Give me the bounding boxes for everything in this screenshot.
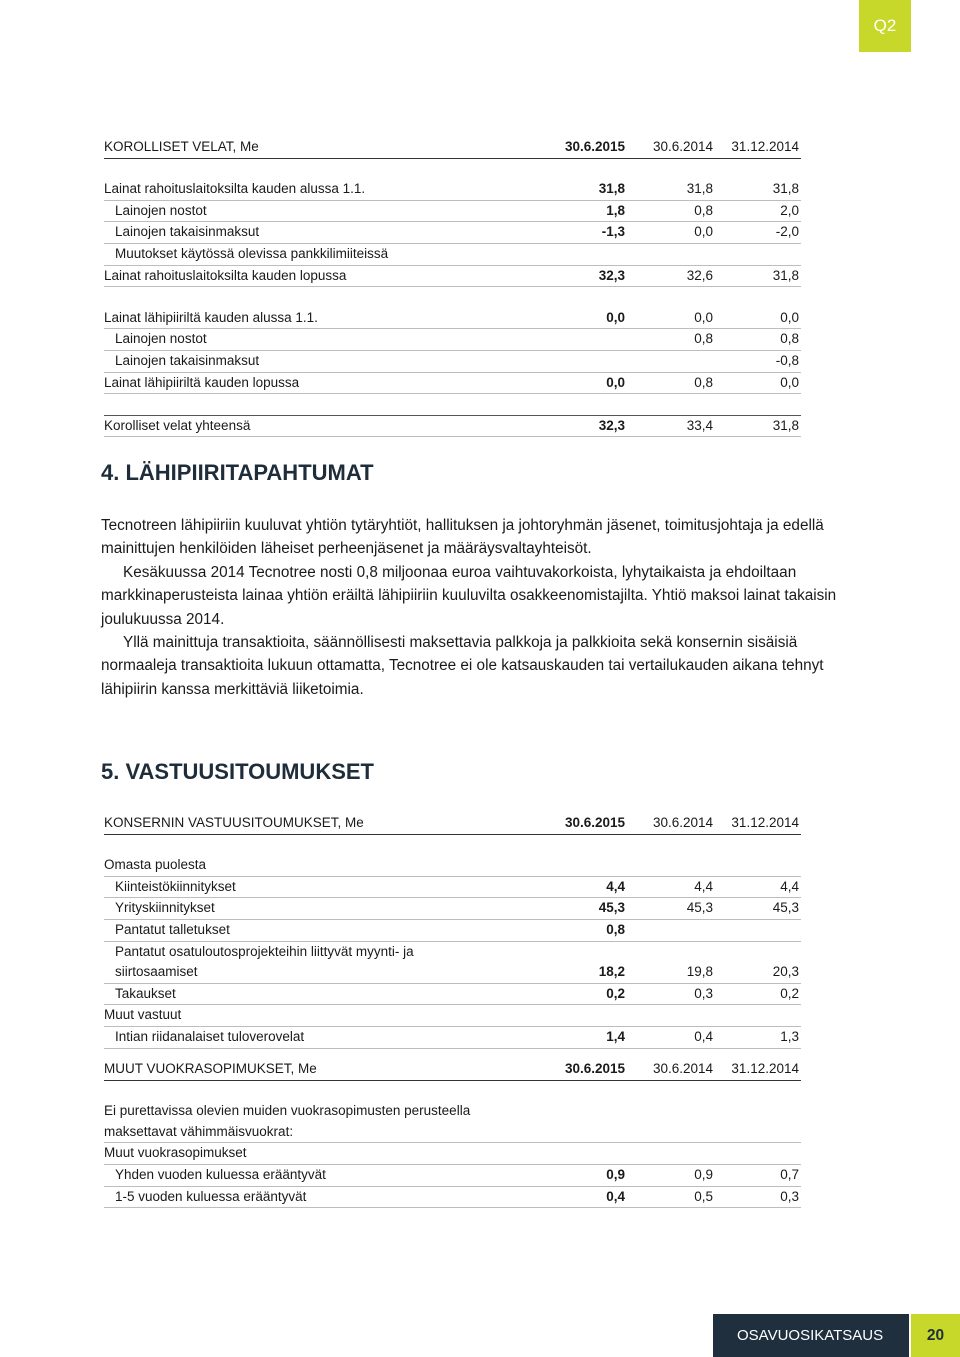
cell: 31,8 (772, 267, 799, 283)
row-label: Yrityskiinnitykset (115, 900, 215, 916)
row-label: Lainojen takaisinmaksut (115, 352, 260, 368)
commitments-table (104, 813, 801, 1049)
quarter-tab: Q2 (859, 0, 911, 52)
table-row (104, 373, 801, 395)
header-col-1: 30.6.2015 (564, 815, 625, 830)
table-row (104, 201, 801, 223)
table-header (104, 137, 801, 159)
row-label: siirtosaamiset (115, 964, 198, 980)
header-col-1: 30.6.2015 (564, 139, 625, 154)
paragraph: Yllä mainittuja transaktioita, säännöllisesti maksettavia palkkoja ja palkkioita sekä konsernin sisäisiä normaaleja transaktioita lukuun ottamatta, Tecnotree ei ole katsauskauden tai vertailukauden aikana tehnyt lähipiirin kanssa merkittäviä liiketoimia. (101, 634, 824, 698)
row-label: Lainat lähipiiriltä kauden alussa 1.1. (104, 309, 318, 325)
table-row (104, 308, 801, 330)
cell: 0,3 (694, 985, 713, 1001)
page-number: 20 (911, 1314, 960, 1357)
cell: 1,3 (780, 1028, 799, 1044)
paragraph: Tecnotreen lähipiiriin kuuluvat yhtiön tytäryhtiöt, hallituksen ja johtoryhmän jäsenet, toimitusjohtaja ja edellä mainittujen henkilöiden läheiset perheenjäsenet ja määräysvaltayhteisöt. (101, 517, 824, 558)
cell: 0,0 (780, 374, 799, 390)
cell: 4,4 (780, 878, 799, 894)
row-label: Lainat rahoituslaitoksilta kauden alussa 1.1. (104, 181, 366, 197)
row-label: Muutokset käytössä olevissa pankkilimiiteissä (115, 245, 389, 261)
cell: 0,2 (606, 985, 625, 1001)
header-label: KOROLLISET VELAT, Me (104, 139, 259, 154)
cell: 45,3 (598, 900, 625, 916)
table-row (104, 855, 801, 877)
cell: -1,3 (601, 224, 625, 240)
cell: 4,4 (694, 878, 713, 894)
table-row (104, 351, 801, 373)
row-label: Lainojen nostot (115, 202, 207, 218)
header-col-3: 31.12.2014 (731, 815, 799, 830)
cell: 20,3 (772, 964, 799, 980)
cell: 0,4 (606, 1188, 625, 1204)
row-label: Omasta puolesta (104, 857, 207, 873)
row-label: Kiinteistökiinnitykset (115, 878, 236, 894)
row-label: Lainojen nostot (115, 331, 207, 347)
total-row (104, 415, 801, 438)
cell: 0,8 (694, 202, 713, 218)
cell: 4,4 (606, 878, 625, 894)
table-row (104, 984, 801, 1006)
header-label: KONSERNIN VASTUUSITOUMUKSET, Me (104, 815, 364, 830)
table-row (104, 222, 801, 244)
cell: 0,0 (694, 309, 713, 325)
row-label: Intian riidanalaiset tuloverovelat (115, 1028, 305, 1044)
table-row (104, 920, 801, 942)
cell: 0,4 (694, 1028, 713, 1044)
row-label: Lainojen takaisinmaksut (115, 224, 260, 240)
header-col-2: 30.6.2014 (652, 1061, 713, 1076)
cell: 32,6 (686, 267, 713, 283)
row-label: Lainat lähipiiriltä kauden lopussa (104, 374, 300, 390)
cell: 32,3 (598, 267, 625, 283)
table-row (104, 1122, 801, 1144)
cell: 19,8 (686, 964, 713, 980)
table-row (104, 1101, 801, 1122)
cell: 0,8 (694, 331, 713, 347)
table-row (104, 1187, 801, 1209)
section-4-title: 4. LÄHIPIIRITAPAHTUMAT (101, 460, 374, 485)
header-col-3: 31.12.2014 (731, 139, 799, 154)
cell: 1,8 (606, 202, 625, 218)
cell: 31,8 (686, 181, 713, 197)
cell: 0,9 (694, 1166, 713, 1182)
row-label: Muut vastuut (104, 1007, 182, 1023)
row-label: Korolliset velat yhteensä (104, 417, 251, 433)
table-row (104, 1143, 801, 1165)
cell: 0,0 (780, 309, 799, 325)
cell: 0,0 (606, 374, 625, 390)
table-row (104, 877, 801, 899)
cell: 0,5 (694, 1188, 713, 1204)
cell: 32,3 (598, 417, 625, 433)
table-row (104, 329, 801, 351)
table-row (104, 962, 801, 984)
cell: 0,0 (606, 309, 625, 325)
table-header (104, 813, 801, 835)
row-label: Yhden vuoden kuluessa erääntyvät (115, 1166, 326, 1182)
header-col-1: 30.6.2015 (564, 1061, 625, 1076)
cell: 31,8 (772, 181, 799, 197)
row-label: Ei purettavissa olevien muiden vuokrasopimusten perusteella (104, 1103, 471, 1119)
section-4-body (101, 514, 861, 701)
row-label: 1-5 vuoden kuluessa erääntyvät (115, 1188, 307, 1204)
table-row (104, 1165, 801, 1187)
footer-title: OSAVUOSIKATSAUS (713, 1314, 909, 1357)
cell: 0,2 (780, 985, 799, 1001)
cell: 0,8 (694, 374, 713, 390)
table-row (104, 266, 801, 288)
cell: -2,0 (775, 224, 799, 240)
cell: 0,3 (780, 1188, 799, 1204)
cell: 31,8 (772, 417, 799, 433)
header-col-3: 31.12.2014 (731, 1061, 799, 1076)
table-row (104, 942, 801, 963)
paragraph: Kesäkuussa 2014 Tecnotree nosti 0,8 miljoonaa euroa vaihtuvakorkoista, lyhytaikaista ja ehdoiltaan markkinaperusteista lainaa yhtiön eräiltä lähipiiriin kuuluvilta osakkeenomistajilta. Yhtiö maksoi lainat takaisin joulukuussa 2014. (101, 563, 837, 628)
header-label: MUUT VUOKRASOPIMUKSET, Me (104, 1061, 317, 1076)
row-label: Pantatut osatuloutosprojekteihin liittyvät myynti- ja (115, 943, 414, 959)
table-row (104, 244, 801, 266)
header-col-2: 30.6.2014 (652, 139, 713, 154)
cell: 31,8 (598, 181, 625, 197)
cell: 0,9 (606, 1166, 625, 1182)
row-label: Takaukset (115, 985, 176, 1001)
table-row (104, 1005, 801, 1027)
row-label: Lainat rahoituslaitoksilta kauden lopussa (104, 267, 347, 283)
cell: 0,7 (780, 1166, 799, 1182)
cell: 45,3 (686, 900, 713, 916)
table-row (104, 1027, 801, 1049)
cell: 45,3 (772, 900, 799, 916)
cell: 0,0 (694, 224, 713, 240)
table-row (104, 179, 801, 201)
cell: 2,0 (780, 202, 799, 218)
cell: 0,8 (780, 331, 799, 347)
table-row (104, 898, 801, 920)
section-5-title: 5. VASTUUSITOUMUKSET (101, 759, 374, 784)
table-header (104, 1059, 801, 1081)
row-label: Muut vuokrasopimukset (104, 1145, 247, 1161)
cell: 0,8 (606, 921, 625, 937)
row-label: maksettavat vähimmäisvuokrat: (104, 1123, 294, 1139)
cell: 33,4 (686, 417, 713, 433)
interest-table (104, 137, 801, 437)
lease-table (104, 1059, 801, 1208)
row-label: Pantatut talletukset (115, 921, 230, 937)
cell: 1,4 (606, 1028, 625, 1044)
cell: 18,2 (598, 964, 625, 980)
header-col-2: 30.6.2014 (652, 815, 713, 830)
cell: -0,8 (775, 352, 799, 368)
